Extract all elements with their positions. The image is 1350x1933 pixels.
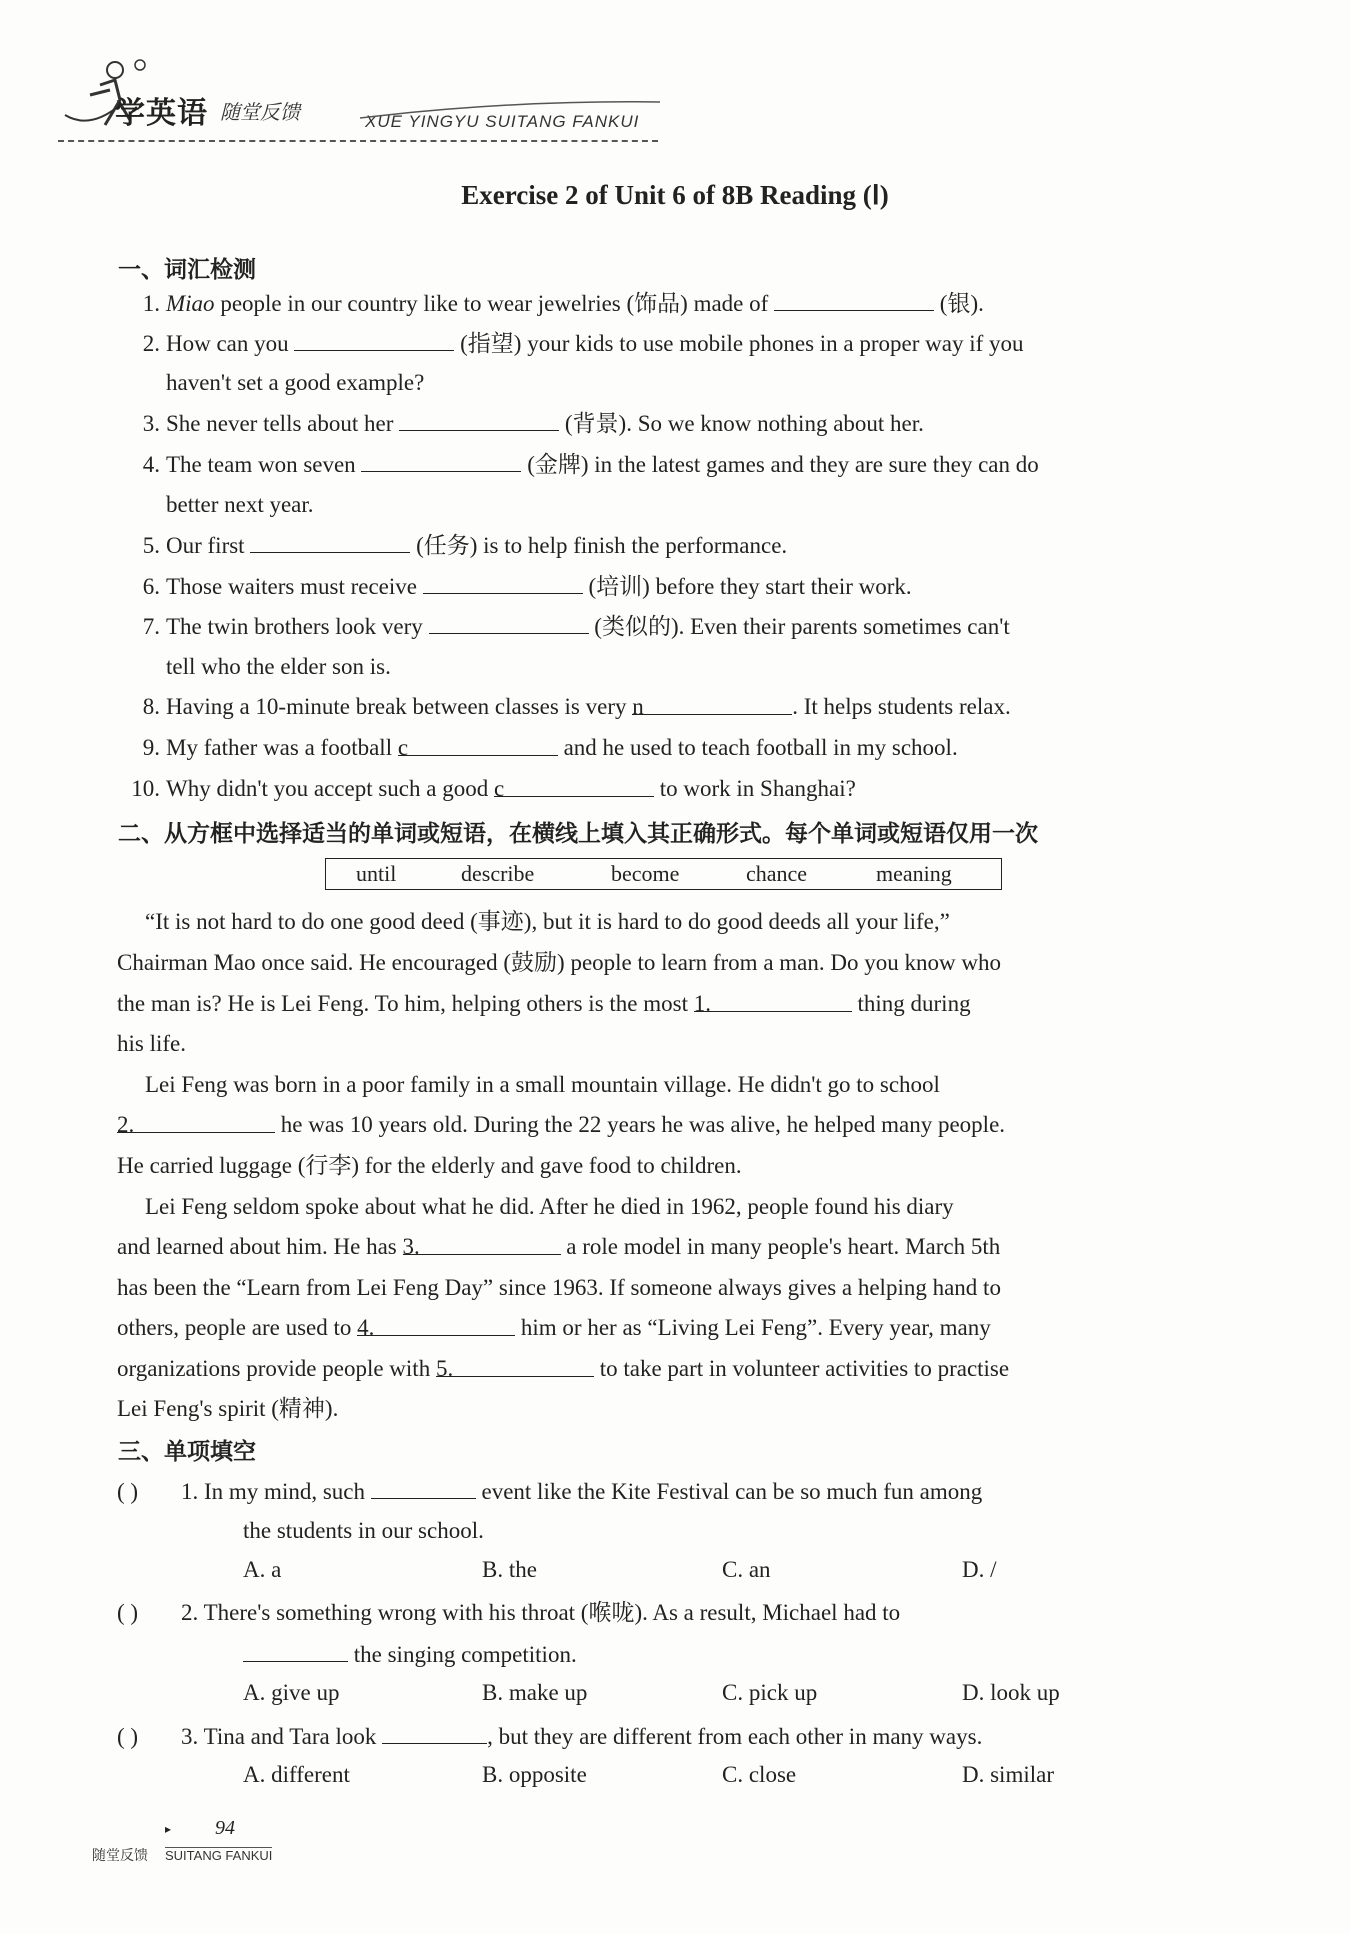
passage-blank-4[interactable]: 4.: [357, 1313, 515, 1336]
passage-blank-2[interactable]: 2.: [117, 1110, 275, 1133]
footer-tag-latin: SUITANG FANKUI: [165, 1848, 273, 1863]
option-b[interactable]: B. the: [482, 1557, 537, 1582]
vocab-item-7-cont: tell who the elder son is.: [166, 654, 391, 679]
answer-blank[interactable]: [371, 1476, 476, 1499]
header-swoosh-icon: [360, 100, 660, 120]
passage-line: Lei Feng was born in a poor family in a small mountain village. He didn't go to school: [145, 1072, 940, 1097]
section3-heading: 三、单项填空: [118, 1439, 256, 1465]
answer-paren[interactable]: ( ): [117, 1724, 139, 1749]
vocab-item-2-cont: haven't set a good example?: [166, 370, 425, 395]
vocab-item-8: 8. Having a 10-minute break between classes is very n . It helps students relax.: [142, 694, 1011, 719]
word-bank-item: meaning: [876, 861, 952, 886]
passage-line: Lei Feng's spirit (精神).: [117, 1396, 339, 1421]
vocab-item-7: 7. The twin brothers look very (类似的). Even their parents sometimes can't: [120, 611, 1010, 642]
answer-blank[interactable]: [429, 611, 589, 634]
passage-line: “It is not hard to do one good deed (事迹), but it is hard to do good deeds all your life,”: [145, 909, 950, 934]
answer-paren[interactable]: ( ): [117, 1479, 139, 1504]
word-bank-item: until: [356, 861, 397, 886]
option-c[interactable]: C. pick up: [722, 1680, 818, 1705]
footer-tag: 随堂反馈: [92, 1848, 148, 1864]
answer-blank[interactable]: [361, 449, 521, 472]
answer-blank[interactable]: [774, 288, 934, 311]
answer-paren[interactable]: ( ): [117, 1600, 139, 1625]
option-b[interactable]: B. make up: [482, 1680, 588, 1705]
vocab-item-3: 3. She never tells about her (背景). So we know nothing about her.: [120, 408, 924, 439]
option-b[interactable]: B. opposite: [482, 1762, 587, 1787]
mc-question-2: ( ) 2. There's something wrong with his throat (喉咙). As a result, Michael had to: [117, 1598, 900, 1628]
passage-line: organizations provide people with 5. to take part in volunteer activities to practise: [117, 1356, 1010, 1381]
word-bank-box: [325, 858, 1002, 890]
option-a[interactable]: A. a: [243, 1557, 282, 1582]
arrow-marker-icon: ▸: [165, 1822, 172, 1836]
answer-blank[interactable]: [243, 1639, 348, 1662]
passage-line: his life.: [117, 1031, 186, 1056]
option-a[interactable]: A. different: [243, 1762, 350, 1787]
option-c[interactable]: C. close: [722, 1762, 797, 1787]
mc-question-1-cont: the students in our school.: [243, 1518, 484, 1543]
option-d[interactable]: D. look up: [962, 1680, 1060, 1705]
passage-line: others, people are used to 4. him or her as “Living Lei Feng”. Every year, many: [117, 1315, 991, 1340]
header-subtitle: 随堂反馈: [220, 100, 300, 124]
passage-blank-3[interactable]: 3.: [403, 1232, 561, 1255]
word-bank-item: describe: [461, 861, 535, 886]
option-c[interactable]: C. an: [722, 1557, 771, 1582]
vocab-item-4: 4. The team won seven (金牌) in the latest games and they are sure they can do: [120, 449, 1039, 480]
passage-line: Lei Feng seldom spoke about what he did. After he died in 1962, people found his diary: [145, 1194, 954, 1219]
word-bank-item: become: [611, 861, 680, 886]
vocab-item-2: 2. How can you (指望) your kids to use mobile phones in a proper way if you: [120, 328, 1024, 359]
header-title: 学英语: [115, 96, 208, 131]
word-bank-item: chance: [746, 861, 808, 886]
answer-blank[interactable]: [423, 571, 583, 594]
vocab-item-9: 9. My father was a football c and he used to teach football in my school.: [142, 735, 958, 760]
page-number: 94: [215, 1817, 235, 1839]
option-d[interactable]: D. similar: [962, 1762, 1054, 1787]
header-subtitle-latin: XUE YINGYU SUITANG FANKUI: [365, 112, 640, 131]
mc-question-1: ( ) 1. In my mind, such event like the Kite Festival can be so much fun among: [117, 1476, 982, 1507]
vocab-item-6: 6. Those waiters must receive (培训) before they start their work.: [120, 571, 912, 602]
answer-blank[interactable]: c: [398, 733, 558, 756]
answer-blank[interactable]: [382, 1721, 487, 1744]
passage-blank-5[interactable]: 5.: [436, 1354, 594, 1377]
passage-line: He carried luggage (行李) for the elderly and gave food to children.: [117, 1153, 742, 1178]
vocab-item-4-cont: better next year.: [166, 492, 314, 517]
passage-line: Chairman Mao once said. He encouraged (鼓励) people to learn from a man. Do you know who: [117, 950, 1001, 975]
vocab-item-5: 5. Our first (任务) is to help finish the performance.: [120, 530, 787, 561]
section1-heading: 一、词汇检测: [118, 257, 256, 283]
vocab-item-10: 10. Why didn't you accept such a good c to work in Shanghai?: [131, 776, 856, 801]
answer-blank[interactable]: [294, 328, 454, 351]
section2-heading: 二、从方框中选择适当的单词或短语，在横线上填入其正确形式。每个单词或短语仅用一次: [118, 821, 1038, 847]
answer-blank[interactable]: [399, 408, 559, 431]
vocab-item-1: 1. Miao people in our country like to wear jewelries (饰品) made of (银).: [120, 288, 984, 319]
mc-question-3: ( ) 3. Tina and Tara look , but they are different from each other in many ways.: [117, 1721, 982, 1752]
page-title: Exercise 2 of Unit 6 of 8B Reading (Ⅰ): [461, 180, 889, 210]
answer-blank[interactable]: [250, 530, 410, 553]
option-a[interactable]: A. give up: [243, 1680, 340, 1705]
mc-question-2-cont: the singing competition.: [243, 1639, 577, 1670]
passage-line: 2. he was 10 years old. During the 22 years he was alive, he helped many people.: [117, 1112, 1006, 1137]
answer-blank[interactable]: n: [632, 692, 792, 715]
passage-blank-1[interactable]: 1.: [694, 989, 852, 1012]
passage-line: the man is? He is Lei Feng. To him, helping others is the most 1. thing during: [117, 991, 971, 1016]
answer-blank[interactable]: c: [494, 774, 654, 797]
header-divider: [58, 140, 658, 142]
passage-line: and learned about him. He has 3. a role model in many people's heart. March 5th: [117, 1234, 1001, 1259]
passage-line: has been the “Learn from Lei Feng Day” since 1963. If someone always gives a helping hand to: [117, 1275, 1001, 1300]
option-d[interactable]: D. /: [962, 1557, 997, 1582]
